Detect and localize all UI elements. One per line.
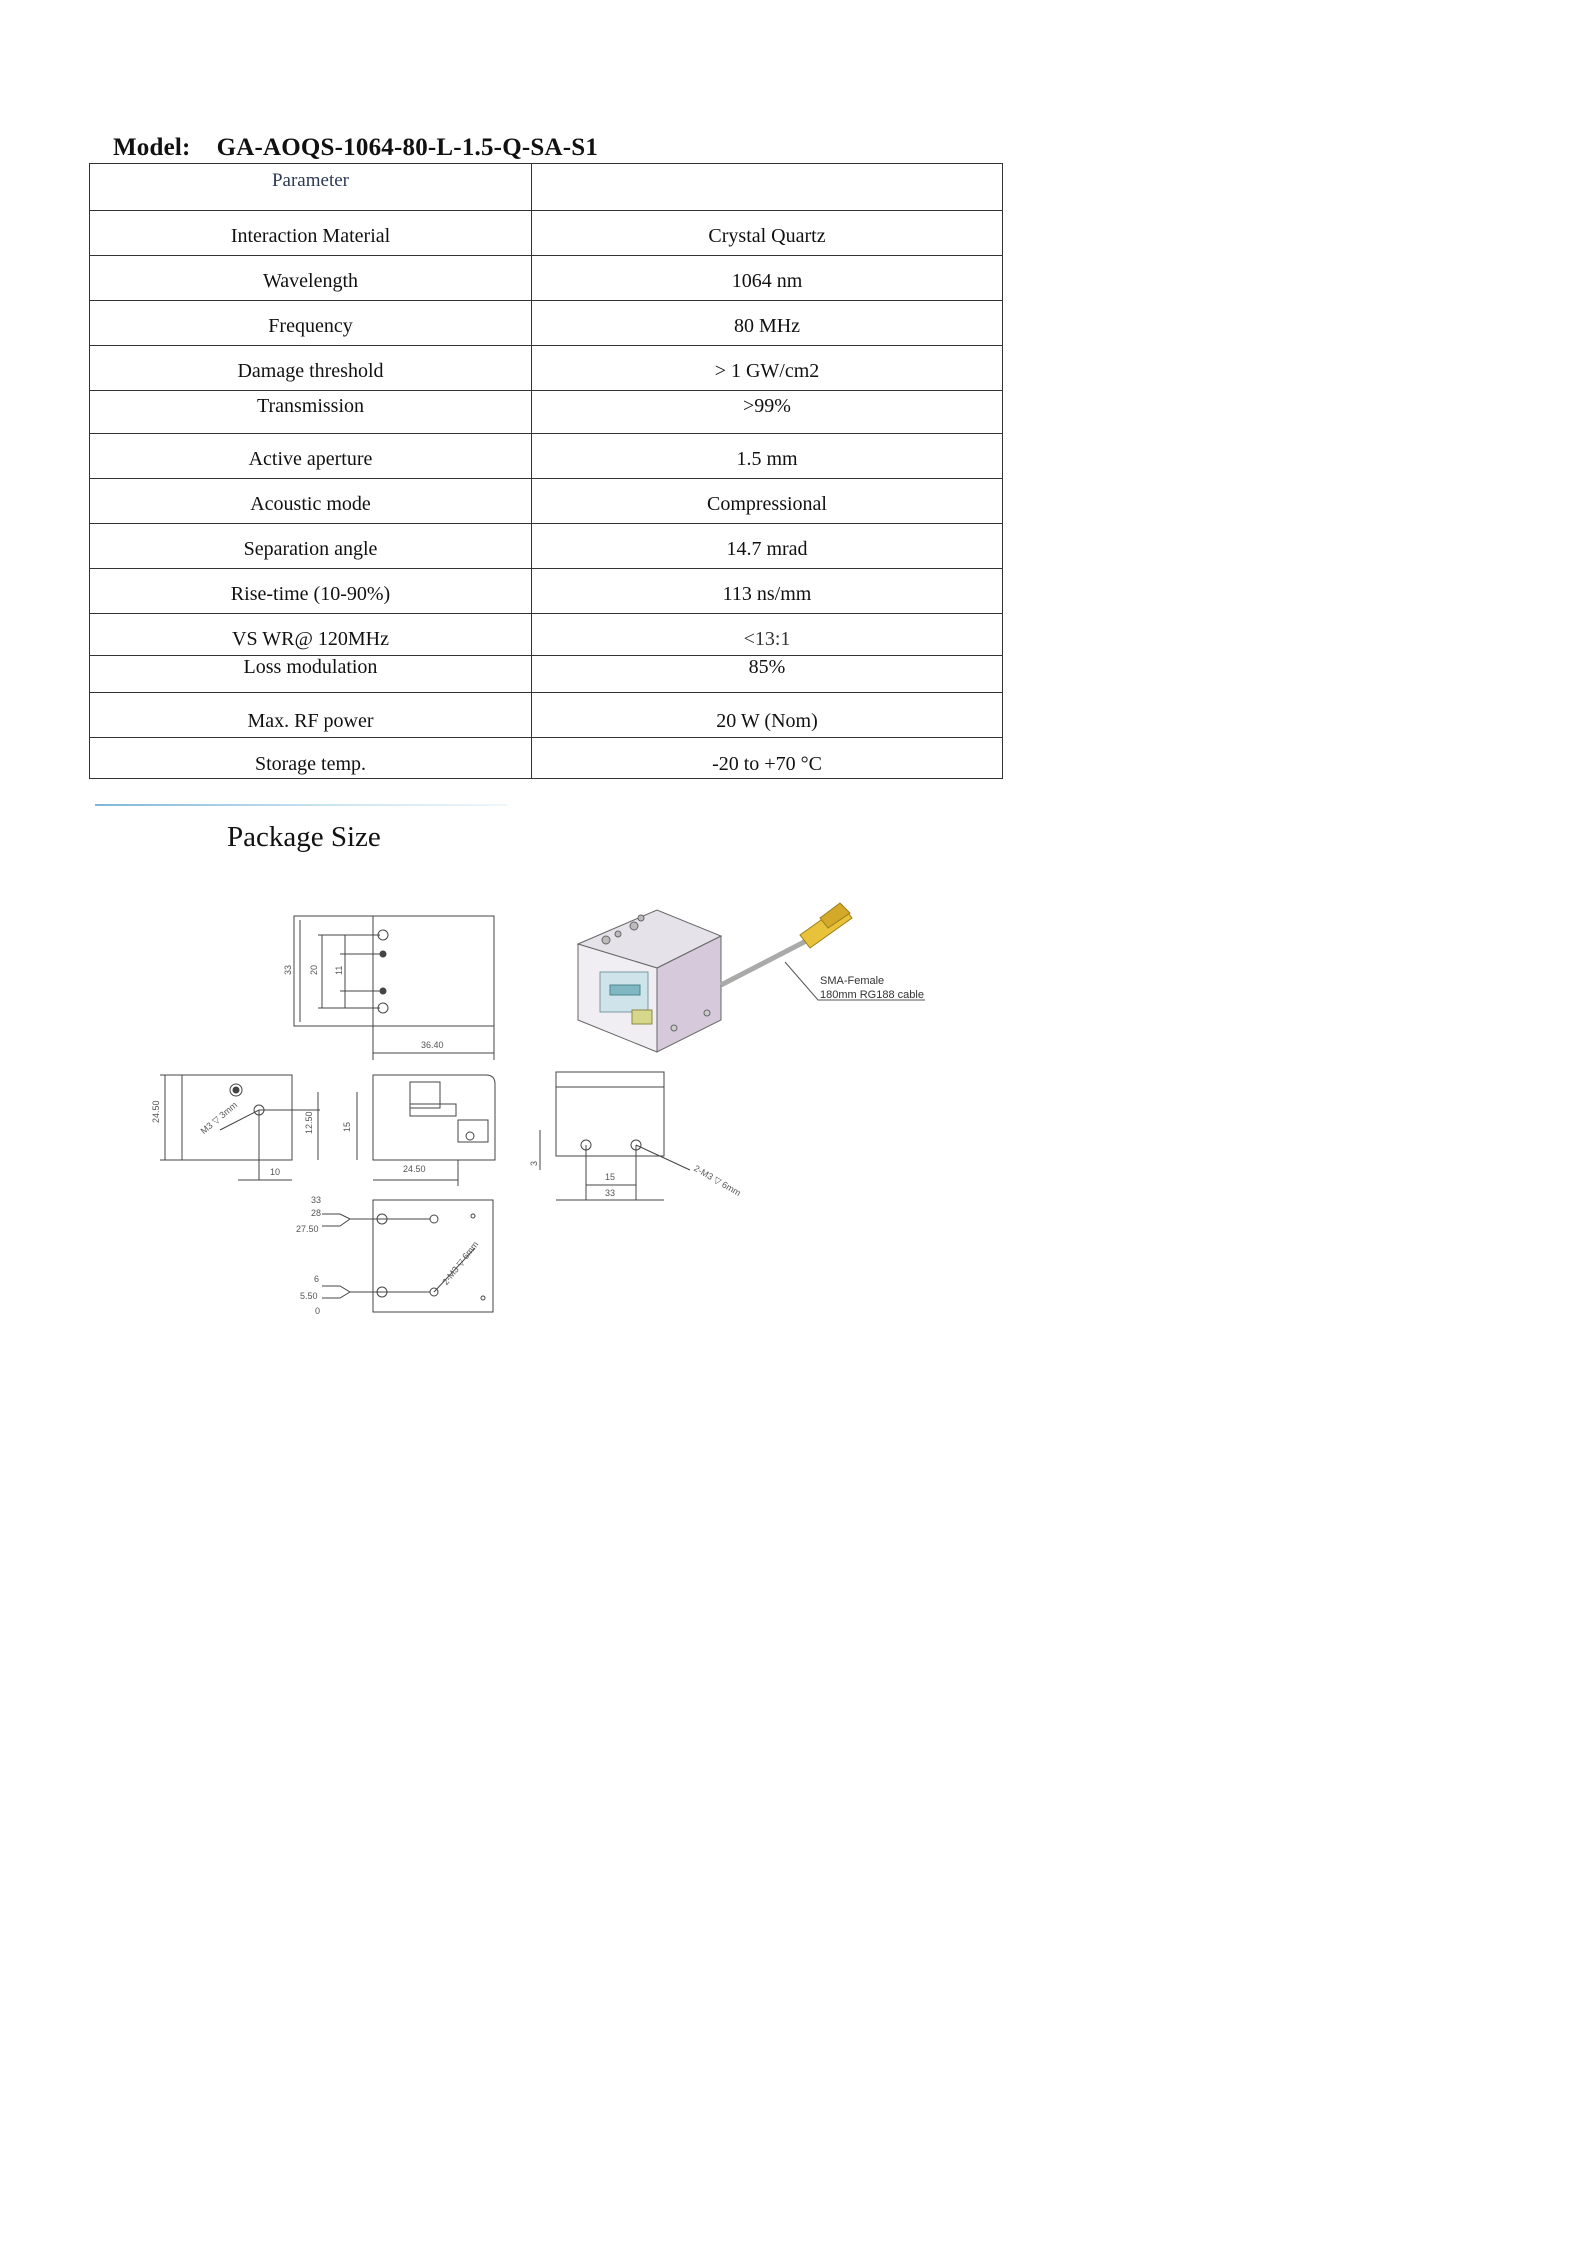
- callout-connector: SMA-Female: [820, 975, 885, 987]
- hole-icon: [471, 1214, 475, 1218]
- hole-icon: [380, 988, 386, 994]
- dim-label: 36.40: [421, 1040, 444, 1050]
- dim-label: 15: [605, 1172, 616, 1182]
- dim-label: 10: [270, 1167, 281, 1177]
- crystal-icon: [610, 985, 640, 995]
- package-size-title: Package Size: [227, 821, 381, 853]
- front-view-outline: [373, 1075, 495, 1160]
- screw-icon: [704, 1010, 710, 1016]
- dim-label: 0: [315, 1306, 321, 1316]
- param-value: > 1 GW/cm2: [532, 346, 1003, 391]
- param-name: Interaction Material: [90, 211, 532, 256]
- top-view-outline: [294, 916, 494, 1026]
- right-view-outline: [556, 1072, 664, 1156]
- model-label: Model:: [113, 134, 191, 161]
- dim-line: [322, 1219, 350, 1226]
- front-view: [357, 1075, 495, 1186]
- crystal-outline: [410, 1104, 456, 1116]
- param-name: Separation angle: [90, 524, 532, 569]
- param-value: 14.7 mrad: [532, 524, 1003, 569]
- param-name: Transmission: [90, 391, 532, 434]
- hole-icon: [466, 1132, 474, 1140]
- hole-icon: [380, 951, 386, 957]
- param-value: -20 to +70 °C: [532, 738, 1003, 779]
- header-parameter: Parameter: [90, 164, 532, 211]
- dim-label: 12.50: [304, 1111, 314, 1134]
- rf-cable: [721, 940, 808, 985]
- hole-icon: [430, 1215, 438, 1223]
- param-name: Rise-time (10-90%): [90, 569, 532, 614]
- param-value: <13:1: [532, 614, 1003, 656]
- dim-line: [322, 1214, 430, 1219]
- thread-label: 2-M3 ▽ 6mm: [440, 1239, 481, 1287]
- param-value: 1064 nm: [532, 256, 1003, 301]
- dim-label: 6: [314, 1274, 320, 1284]
- param-value: 113 ns/mm: [532, 569, 1003, 614]
- dim-label: 24.50: [403, 1164, 426, 1174]
- screw-icon: [630, 922, 638, 930]
- hole-icon: [481, 1296, 485, 1300]
- hole-icon: [233, 1087, 239, 1093]
- screw-icon: [602, 936, 610, 944]
- param-name: Loss modulation: [90, 656, 532, 693]
- param-value: 85%: [532, 656, 1003, 693]
- dim-label: 24.50: [151, 1100, 161, 1123]
- param-name: VS WR@ 120MHz: [90, 614, 532, 656]
- thread-label: M3 ▽ 3mm: [198, 1099, 240, 1136]
- dim-label: 11: [334, 965, 344, 975]
- dim-label: 3: [529, 1160, 539, 1166]
- param-value: 1.5 mm: [532, 434, 1003, 479]
- transducer-icon: [632, 1010, 652, 1024]
- screw-icon: [671, 1025, 677, 1031]
- param-name: Acoustic mode: [90, 479, 532, 524]
- leader-line: [636, 1145, 690, 1170]
- param-value: >99%: [532, 391, 1003, 434]
- param-name: Damage threshold: [90, 346, 532, 391]
- param-value: 20 W (Nom): [532, 693, 1003, 738]
- param-name: Storage temp.: [90, 738, 532, 779]
- param-name: Max. RF power: [90, 693, 532, 738]
- dim-label: 28: [311, 1208, 322, 1218]
- dim-label: 15: [342, 1121, 352, 1132]
- dim-label: 33: [283, 964, 293, 975]
- dim-label: 33: [311, 1195, 322, 1205]
- param-value: Crystal Quartz: [532, 211, 1003, 256]
- dim-line: [322, 1292, 350, 1298]
- model-number: GA-AOQS-1064-80-L-1.5-Q-SA-S1: [216, 134, 599, 161]
- dim-label: 27.50: [296, 1224, 319, 1234]
- param-name: Frequency: [90, 301, 532, 346]
- param-name: Wavelength: [90, 256, 532, 301]
- top-view: [294, 916, 494, 1060]
- package-drawing: [0, 0, 1100, 1556]
- thread-label: 2-M3 ▽ 6mm: [692, 1163, 743, 1198]
- param-name: Active aperture: [90, 434, 532, 479]
- dim-label: 5.50: [300, 1291, 318, 1301]
- param-value: 80 MHz: [532, 301, 1003, 346]
- screw-icon: [615, 931, 621, 937]
- dim-line: [322, 1286, 430, 1292]
- param-value: Compressional: [532, 479, 1003, 524]
- screw-icon: [638, 915, 644, 921]
- callout-cable: 180mm RG188 cable: [820, 989, 924, 1001]
- dim-label: 33: [605, 1188, 616, 1198]
- left-view: [160, 1075, 320, 1180]
- dim-label: 20: [309, 964, 319, 975]
